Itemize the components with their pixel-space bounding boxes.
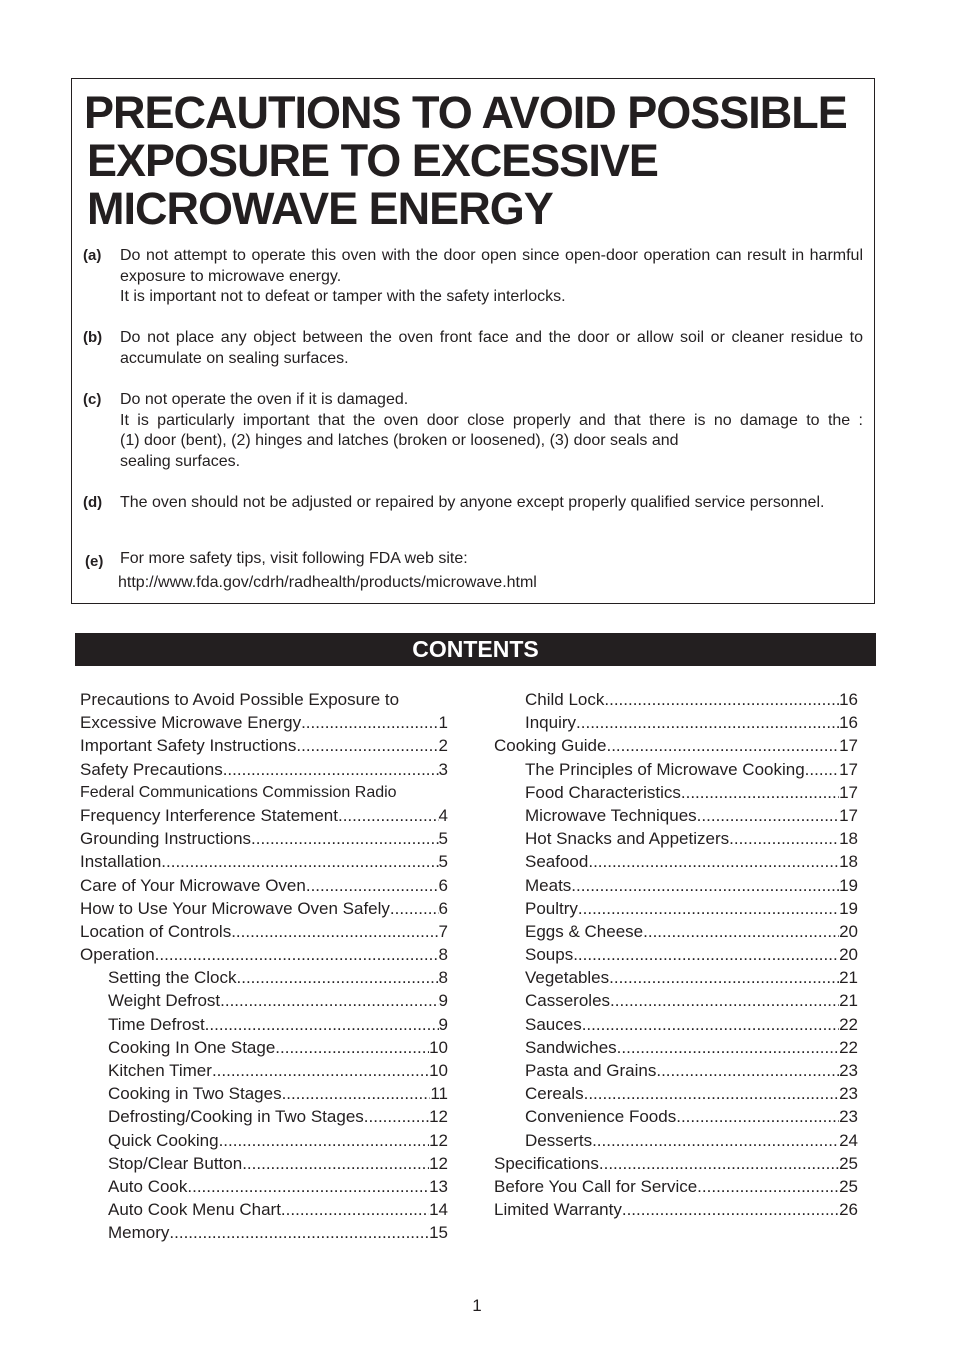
item-text: Do not operate the oven if it is damaged.	[120, 391, 409, 408]
toc-entry: Precautions to Avoid Possible Exposure to	[80, 690, 400, 709]
toc-entry[interactable]: Vegetables ..... 21	[494, 966, 858, 989]
toc-entry[interactable]: Casseroles ..... 21	[494, 989, 858, 1012]
title-line: MICROWAVE ENERGY	[87, 183, 553, 234]
toc-entry[interactable]: Desserts ..... 24	[494, 1129, 858, 1152]
toc-entry[interactable]: Poultry ..... 19	[494, 897, 858, 920]
toc-entry[interactable]: Stop/Clear Button ..... 12	[80, 1152, 448, 1175]
item-text: For more safety tips, visit following FDA web site:	[120, 550, 468, 567]
toc-entry[interactable]: Limited Warranty ..... 26	[494, 1198, 858, 1221]
toc-entry[interactable]: Location of Controls ..... 7	[80, 920, 448, 943]
toc-entry[interactable]: Time Defrost ..... 9	[80, 1013, 448, 1036]
item-text: sealing surfaces.	[120, 452, 241, 470]
toc-entry[interactable]: Inquiry ..... 16	[494, 711, 858, 734]
toc-entry[interactable]: Safety Precautions ..... 3	[80, 758, 448, 781]
toc-entry[interactable]: Setting the Clock ..... 8	[80, 966, 448, 989]
page-number: 1	[472, 1296, 482, 1315]
toc-entry[interactable]: Care of Your Microwave Oven ..... 6	[80, 874, 448, 897]
toc-entry[interactable]: Child Lock ..... 16	[494, 688, 858, 711]
toc-entry[interactable]: Operation ..... 8	[80, 943, 448, 966]
toc-entry[interactable]: The Principles of Microwave Cooking ..... 17	[494, 758, 858, 781]
item-letter: (b)	[83, 329, 103, 346]
toc-entry[interactable]: Sauces ..... 22	[494, 1013, 858, 1036]
toc-entry[interactable]: Installation ..... 5	[80, 850, 448, 873]
toc-entry[interactable]: Soups ..... 20	[494, 943, 858, 966]
toc-entry[interactable]: Hot Snacks and Appetizers ..... 18	[494, 827, 858, 850]
toc-entry[interactable]: Pasta and Grains ..... 23	[494, 1059, 858, 1082]
title-line: EXPOSURE TO EXCESSIVE	[87, 135, 658, 186]
toc-entry[interactable]: Seafood ..... 18	[494, 850, 858, 873]
precautions-title	[84, 89, 847, 233]
toc-entry[interactable]: Auto Cook Menu Chart ..... 14	[80, 1198, 448, 1221]
fda-link[interactable]: http://www.fda.gov/cdrh/radhealth/products/microwave.html	[118, 574, 537, 591]
toc-entry[interactable]: Meats ..... 19	[494, 874, 858, 897]
item-text: (1) door (bent), (2) hinges and latches (broken or loosened), (3) door seals and	[120, 432, 679, 449]
toc-entry[interactable]: Cereals ..... 23	[494, 1082, 858, 1105]
toc-entry[interactable]: Memory ..... 15	[80, 1221, 448, 1244]
toc-entry[interactable]: Frequency Interference Statement ..... 4	[80, 804, 448, 827]
toc-entry[interactable]: How to Use Your Microwave Oven Safely ..... 6	[80, 897, 448, 920]
toc-entry[interactable]: Important Safety Instructions ..... 2	[80, 734, 448, 757]
toc-entry[interactable]: Grounding Instructions ..... 5	[80, 827, 448, 850]
item-letter: (c)	[83, 391, 102, 408]
precaution-item-a	[83, 246, 863, 308]
toc-entry[interactable]: Cooking in Two Stages ..... 11	[80, 1082, 448, 1105]
item-text: It is important not to defeat or tamper with the safety interlocks.	[120, 288, 566, 305]
toc-entry[interactable]: Convenience Foods ..... 23	[494, 1105, 858, 1128]
toc-entry[interactable]: Cooking Guide ..... 17	[494, 734, 858, 757]
item-letter: (e)	[85, 553, 104, 570]
item-text: The oven should not be adjusted or repaired by anyone except properly qualified service personnel.	[120, 494, 825, 511]
toc-entry[interactable]: Defrosting/Cooking in Two Stages ..... 12	[80, 1105, 448, 1128]
toc-entry: Federal Communications Commission Radio	[80, 783, 397, 801]
precaution-item-e	[83, 547, 863, 595]
toc-entry[interactable]: Food Characteristics ..... 17	[494, 781, 858, 804]
toc-entry[interactable]: Auto Cook ..... 13	[80, 1175, 448, 1198]
precautions-box	[71, 78, 875, 604]
toc-entry[interactable]: Eggs & Cheese ..... 20	[494, 920, 858, 943]
toc-entry[interactable]: Weight Defrost ..... 9	[80, 989, 448, 1012]
toc-right-column	[494, 688, 858, 1221]
precaution-item-d	[83, 493, 863, 514]
item-text: Do not place any object between the oven front face and the door or allow soil or cleaner residue to accumulate on sealing surfaces.	[120, 329, 863, 367]
toc-entry[interactable]: Kitchen Timer ..... 10	[80, 1059, 448, 1082]
toc-entry[interactable]: Excessive Microwave Energy ..... 1	[80, 711, 448, 734]
toc-entry[interactable]: Before You Call for Service ..... 25	[494, 1175, 858, 1198]
toc-left-column	[80, 688, 448, 1245]
toc-entry[interactable]: Microwave Techniques ..... 17	[494, 804, 858, 827]
precaution-item-b	[83, 328, 863, 369]
item-text: It is particularly important that the oven door close properly and that there is no damage to the :	[120, 411, 863, 429]
item-letter: (a)	[83, 247, 102, 264]
title-line: PRECAUTIONS TO AVOID POSSIBLE	[84, 87, 847, 138]
toc-entry[interactable]: Cooking In One Stage ..... 10	[80, 1036, 448, 1059]
toc-entry[interactable]: Sandwiches ..... 22	[494, 1036, 858, 1059]
item-text: Do not attempt to operate this oven with the door open since open-door operation can result in harmful exposure to microwave energy.	[120, 247, 863, 285]
toc-entry[interactable]: Quick Cooking ..... 12	[80, 1129, 448, 1152]
precaution-item-c	[83, 390, 863, 472]
item-letter: (d)	[83, 494, 103, 511]
contents-heading: CONTENTS	[75, 633, 876, 666]
toc-entry[interactable]: Specifications ..... 25	[494, 1152, 858, 1175]
